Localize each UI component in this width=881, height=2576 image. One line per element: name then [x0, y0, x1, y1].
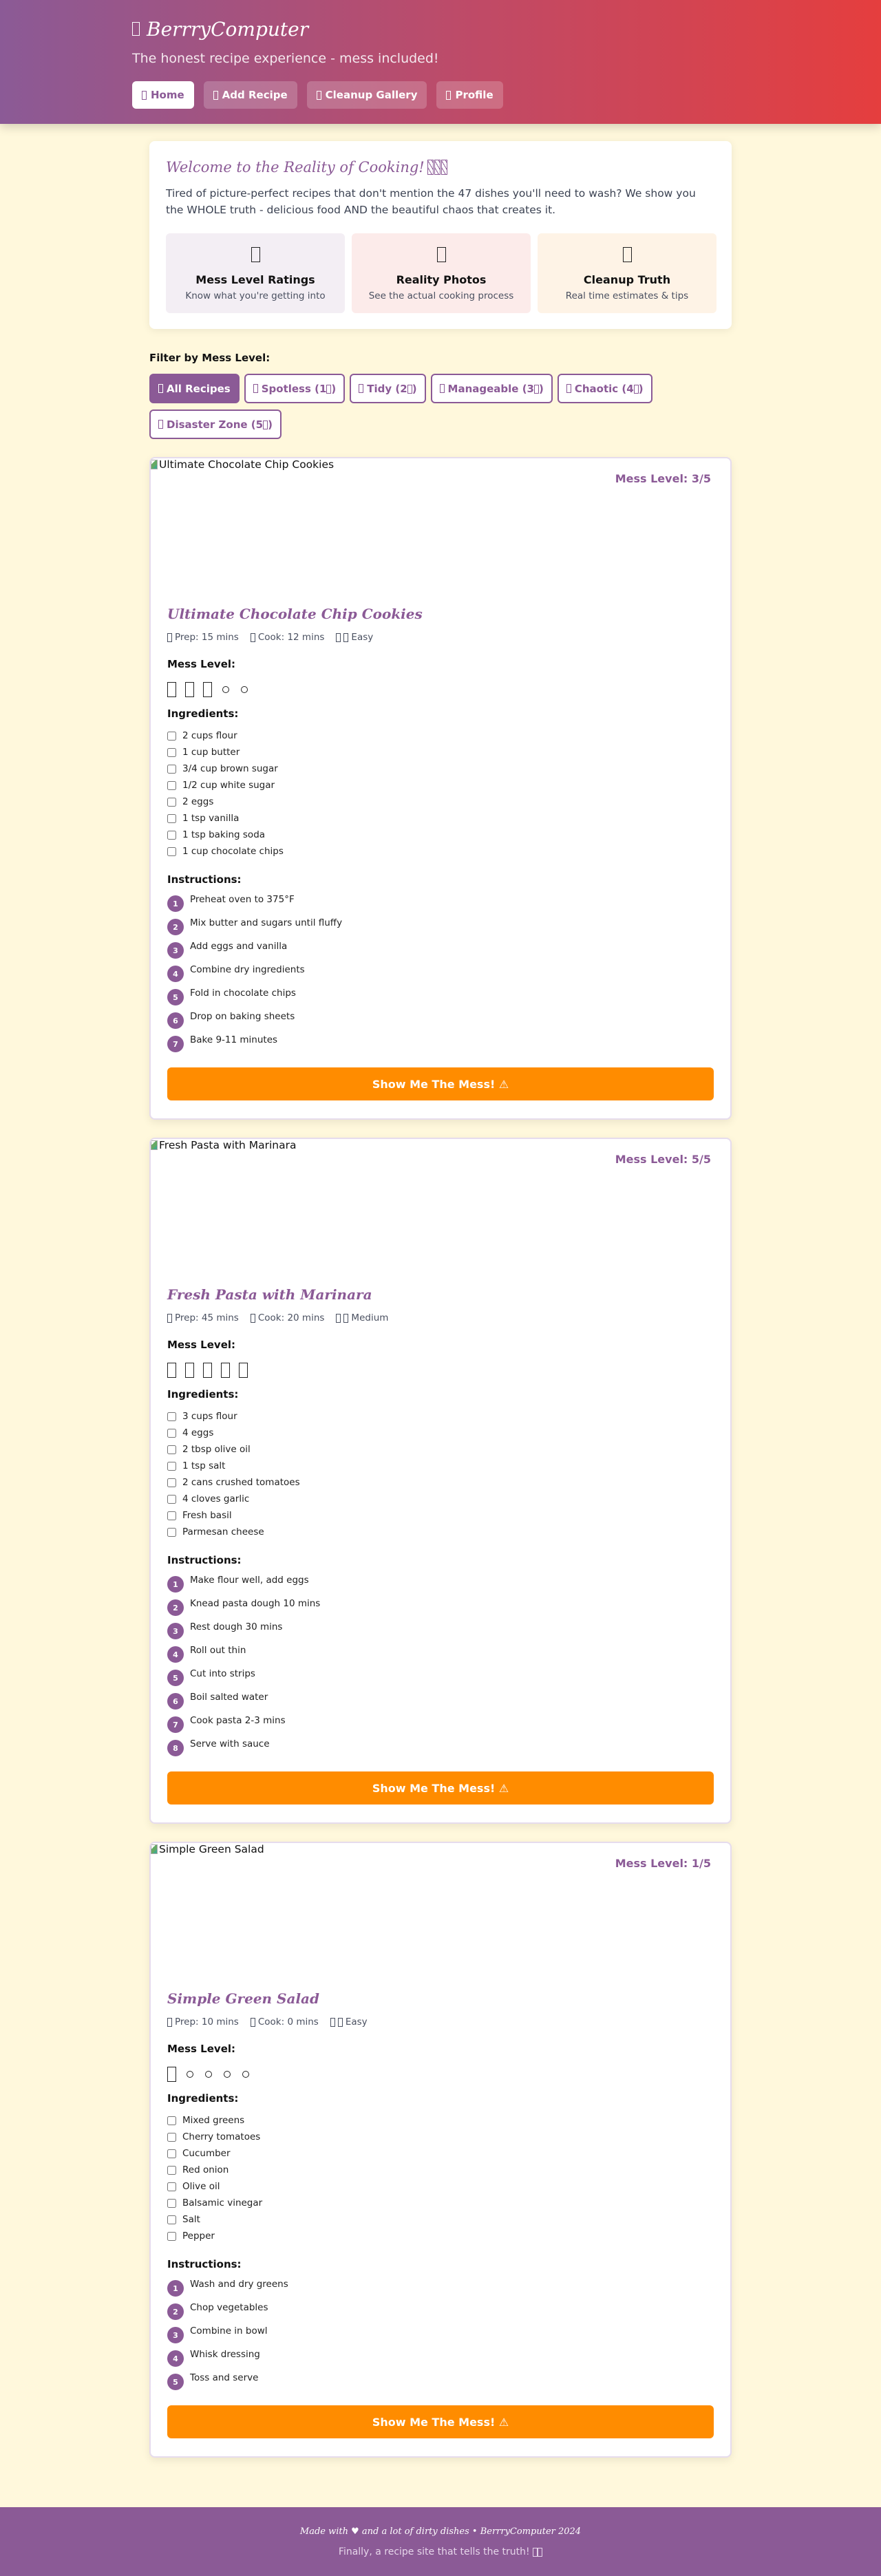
step-text: Combine in bowl [190, 2325, 268, 2337]
filter-buttons [149, 374, 732, 439]
clock-icon [167, 1314, 172, 1323]
ingredient-item[interactable] [167, 1524, 714, 1540]
recipe-card [149, 457, 732, 1120]
step-text: Bake 9-11 minutes [190, 1034, 278, 1045]
recipe-image [151, 1843, 730, 1988]
mess-filled-icon [167, 1363, 176, 1378]
difficulty-text: Easy [345, 2016, 368, 2027]
step-text: Add eggs and vanilla [190, 941, 288, 952]
nav-label: Profile [455, 89, 493, 101]
mess-level-meter [167, 681, 714, 698]
site-header [0, 0, 881, 124]
mess-empty-icon [224, 2071, 231, 2078]
instruction-step [167, 1690, 714, 1714]
recipe-meta [167, 632, 714, 643]
show-mess-button[interactable]: Show Me The Mess! ⚠ [167, 2405, 714, 2438]
ingredient-item[interactable] [167, 2195, 714, 2211]
instruction-step [167, 2371, 714, 2394]
instruction-step [167, 1737, 714, 1760]
filter-spotless-button[interactable] [244, 374, 346, 403]
chef-mess-emoji-icon [427, 160, 447, 175]
instruction-step [167, 1033, 714, 1056]
ingredient-text: Pepper [182, 2231, 215, 2242]
feature-desc: Real time estimates & tips [565, 290, 689, 301]
prep-time-text: Prep: 10 mins [175, 2016, 239, 2027]
main-nav [132, 81, 881, 109]
instruction-step [167, 939, 714, 963]
mess-filled-icon [167, 682, 176, 697]
prep-time-text: Prep: 15 mins [175, 632, 239, 643]
instruction-step [167, 2324, 714, 2348]
ingredient-checkbox[interactable] [167, 2133, 176, 2142]
step-text: Cut into strips [190, 1668, 255, 1679]
ingredient-text: Fresh basil [182, 1510, 232, 1521]
instructions-heading: Instructions: [167, 1554, 242, 1566]
feature-mess-ratings [166, 233, 345, 313]
ingredient-item[interactable] [167, 760, 714, 777]
step-number: 4 [167, 1646, 184, 1663]
ingredient-checkbox[interactable] [167, 1462, 176, 1471]
main-content [149, 124, 732, 2458]
tornado-icon [566, 384, 571, 393]
clock-icon [167, 633, 172, 642]
filter-label-text: All Recipes [167, 382, 231, 395]
recipe-image-alt [151, 458, 334, 471]
feature-cleanup-truth [538, 233, 717, 313]
chart-icon [251, 247, 260, 262]
ingredients-heading: Ingredients: [167, 1388, 239, 1401]
ingredient-checkbox[interactable] [167, 814, 176, 823]
chef-icon [533, 2548, 538, 2557]
user-icon [446, 91, 451, 100]
instruction-step [167, 963, 714, 986]
site-footer [0, 2507, 881, 2576]
ingredient-text: Cherry tomatoes [182, 2131, 261, 2142]
recipe-image [151, 458, 730, 603]
step-number: 4 [167, 966, 184, 982]
instruction-step [167, 1667, 714, 1690]
nav-cleanup-gallery-button[interactable] [307, 81, 427, 109]
nav-add-recipe-button[interactable] [204, 81, 297, 109]
step-text: Chop vegetables [190, 2302, 268, 2313]
cook-time-text: Cook: 20 mins [257, 1312, 325, 1323]
instructions-heading: Instructions: [167, 2258, 242, 2270]
ingredient-checkbox[interactable] [167, 2182, 176, 2191]
welcome-card [149, 141, 732, 329]
step-text: Boil salted water [190, 1692, 268, 1703]
instruction-list [167, 893, 714, 1056]
cook-time [251, 632, 325, 643]
image-alt-text: Ultimate Chocolate Chip Cookies [159, 458, 335, 471]
ingredient-item[interactable] [167, 2129, 714, 2145]
plate-icon [158, 384, 163, 393]
show-mess-button[interactable]: Show Me The Mess! ⚠ [167, 1771, 714, 1805]
ingredients-heading: Ingredients: [167, 2092, 239, 2105]
ingredient-text: 4 cloves garlic [182, 1493, 250, 1504]
ingredient-checkbox[interactable] [167, 1478, 176, 1487]
mess-empty-icon [205, 2071, 212, 2078]
fire-icon [251, 1314, 255, 1323]
ingredient-item[interactable] [167, 1458, 714, 1474]
site-brand[interactable] [132, 15, 881, 43]
ingredient-text: 2 cups flour [182, 730, 237, 741]
fire-icon [251, 2018, 255, 2027]
mess-filled-icon [167, 2067, 176, 2082]
recipe-card [149, 1138, 732, 1824]
ingredient-text: 2 eggs [182, 796, 214, 807]
filter-all-button[interactable] [149, 374, 240, 403]
ingredient-checkbox[interactable] [167, 1412, 176, 1421]
chef-icon [343, 633, 348, 642]
filter-suffix: ) [539, 382, 544, 395]
mess-level-meter [167, 1362, 714, 1379]
ingredient-checkbox[interactable] [167, 781, 176, 790]
instructions-heading: Instructions: [167, 873, 242, 886]
recipe-title[interactable]: Ultimate Chocolate Chip Cookies [167, 606, 423, 622]
ingredient-checkbox[interactable] [167, 732, 176, 741]
filter-label-text: Disaster Zone (5 [167, 418, 264, 431]
prep-time [167, 632, 239, 643]
step-text: Roll out thin [190, 1645, 246, 1656]
ingredient-text: 3/4 cup brown sugar [182, 763, 278, 774]
step-text: Whisk dressing [190, 2349, 260, 2360]
mess-level-badge: Mess Level: 3/5 [615, 472, 711, 485]
difficulty-text: Easy [351, 632, 374, 643]
broken-image-icon [151, 1844, 158, 1854]
sparkle-icon [253, 384, 258, 393]
mess-level-heading: Mess Level: [167, 658, 236, 670]
cook-time [251, 2016, 319, 2027]
recipe-image-alt [151, 1843, 264, 1855]
ingredient-item[interactable] [167, 2162, 714, 2178]
site-tagline: The honest recipe experience - mess included! [132, 51, 439, 66]
filter-manageable-button[interactable] [431, 374, 553, 403]
ingredient-checkbox[interactable] [167, 1495, 176, 1504]
instruction-step [167, 916, 714, 939]
check-icon [359, 384, 363, 393]
step-number: 3 [167, 2327, 184, 2343]
ingredient-text: Parmesan cheese [182, 1526, 264, 1537]
feature-title: Reality Photos [396, 273, 487, 286]
filter-label-text: Spotless (1 [261, 382, 327, 395]
chef-icon [343, 1314, 348, 1323]
ingredient-checkbox[interactable] [167, 2199, 176, 2208]
ingredient-checkbox[interactable] [167, 748, 176, 757]
image-alt-text: Simple Green Salad [159, 1843, 264, 1855]
ingredient-checkbox[interactable] [167, 1429, 176, 1438]
prep-time [167, 1312, 239, 1323]
filter-label: Filter by Mess Level: [149, 352, 270, 364]
instruction-list [167, 2277, 714, 2394]
difficulty [330, 2016, 368, 2027]
recipe-card [149, 1842, 732, 2458]
ingredient-text: Balsamic vinegar [182, 2197, 263, 2208]
filter-suffix: ) [268, 418, 273, 431]
ingredient-list [167, 2112, 714, 2244]
filter-label-text: Tidy (2 [367, 382, 407, 395]
recipe-title[interactable]: Fresh Pasta with Marinara [167, 1286, 372, 1303]
chef-icon [338, 2018, 343, 2027]
step-number: 8 [167, 1740, 184, 1756]
filter-chaotic-button[interactable] [558, 374, 652, 403]
filter-tidy-button[interactable] [350, 374, 425, 403]
ingredient-item[interactable] [167, 1474, 714, 1491]
step-text: Rest dough 30 mins [190, 1621, 283, 1632]
instruction-step [167, 2301, 714, 2324]
step-number: 7 [167, 1716, 184, 1733]
ingredient-checkbox[interactable] [167, 847, 176, 856]
ingredient-item[interactable] [167, 2145, 714, 2162]
mess-empty-icon [187, 2071, 193, 2078]
ingredient-checkbox[interactable] [167, 1511, 176, 1520]
instruction-step [167, 1010, 714, 1033]
ingredient-text: Salt [182, 2214, 200, 2225]
mess-empty-icon [242, 2071, 249, 2078]
ingredient-checkbox[interactable] [167, 2149, 176, 2158]
recipe-meta [167, 2016, 714, 2027]
mess-icon [407, 385, 412, 394]
ingredients-heading: Ingredients: [167, 707, 239, 720]
ingredient-item[interactable] [167, 1408, 714, 1425]
step-number: 2 [167, 919, 184, 935]
filter-suffix: ) [412, 382, 417, 395]
mess-icon [534, 385, 539, 394]
filter-label-text: Manageable (3 [447, 382, 534, 395]
step-number: 2 [167, 2303, 184, 2320]
instruction-step [167, 1643, 714, 1667]
mess-level-meter [167, 2066, 714, 2083]
sparkle-icon [538, 2548, 542, 2557]
prep-time [167, 2016, 239, 2027]
ingredient-item[interactable] [167, 2112, 714, 2129]
ingredient-item[interactable] [167, 1425, 714, 1441]
step-number: 2 [167, 1599, 184, 1616]
ingredient-item[interactable] [167, 727, 714, 744]
step-number: 5 [167, 2374, 184, 2390]
instruction-step [167, 1620, 714, 1643]
step-text: Fold in chocolate chips [190, 988, 296, 999]
filter-disaster-zone-button[interactable] [149, 409, 282, 439]
camera-icon [437, 247, 446, 262]
step-text: Cook pasta 2-3 mins [190, 1715, 286, 1726]
footer-credit: Made with ♥ and a lot of dirty dishes • BerrryComputer 2024 [299, 2526, 582, 2537]
mess-level-heading: Mess Level: [167, 2043, 236, 2055]
nav-label: Home [151, 89, 184, 101]
cook-time-text: Cook: 0 mins [257, 2016, 319, 2027]
ingredient-item[interactable] [167, 2228, 714, 2244]
step-number: 4 [167, 2350, 184, 2367]
ingredient-list [167, 1408, 714, 1540]
step-number: 3 [167, 1623, 184, 1639]
step-text: Knead pasta dough 10 mins [190, 1598, 321, 1609]
ingredient-checkbox[interactable] [167, 2166, 176, 2175]
filter-suffix: ) [331, 382, 337, 395]
ingredient-text: 1 tsp baking soda [182, 829, 266, 840]
ingredient-item[interactable] [167, 827, 714, 843]
ingredient-checkbox[interactable] [167, 2215, 176, 2224]
ingredient-item[interactable] [167, 794, 714, 810]
broken-image-icon [151, 1140, 158, 1150]
instruction-step [167, 2277, 714, 2301]
feature-desc: See the actual cooking process [368, 290, 514, 301]
ingredient-checkbox[interactable] [167, 2232, 176, 2241]
nav-home-button[interactable] [132, 81, 194, 109]
mess-icon [634, 385, 639, 394]
instruction-step [167, 1597, 714, 1620]
ingredient-item[interactable] [167, 777, 714, 794]
ingredient-checkbox[interactable] [167, 1445, 176, 1454]
mess-empty-icon [241, 686, 248, 693]
recipe-title[interactable]: Simple Green Salad [167, 1990, 319, 2007]
step-text: Mix butter and sugars until fluffy [190, 917, 343, 928]
ingredient-item[interactable] [167, 1441, 714, 1458]
ingredient-text: Cucumber [182, 2148, 231, 2159]
ingredient-checkbox[interactable] [167, 2116, 176, 2125]
mess-filled-icon [203, 1363, 212, 1378]
ingredient-text: 2 cans crushed tomatoes [182, 1477, 300, 1488]
footer-tagline [0, 2546, 881, 2557]
step-text: Serve with sauce [190, 1738, 270, 1749]
ingredient-item[interactable] [167, 843, 714, 860]
ingredient-item[interactable] [167, 1491, 714, 1507]
chef-icon [336, 633, 341, 642]
ingredient-checkbox[interactable] [167, 831, 176, 840]
prep-time-text: Prep: 45 mins [175, 1312, 239, 1323]
ingredient-text: 4 eggs [182, 1427, 214, 1438]
instruction-step [167, 893, 714, 916]
mess-level-badge: Mess Level: 5/5 [615, 1153, 711, 1166]
nav-label: Add Recipe [222, 89, 288, 101]
difficulty [336, 632, 373, 643]
nav-profile-button[interactable] [436, 81, 502, 109]
feature-title: Mess Level Ratings [195, 273, 315, 286]
filter-label-text: Chaotic (4 [574, 382, 634, 395]
step-number: 5 [167, 989, 184, 1005]
chef-icon [330, 2018, 335, 2027]
clock-icon [167, 2018, 172, 2027]
ingredient-item[interactable] [167, 810, 714, 827]
ingredient-item[interactable] [167, 2211, 714, 2228]
recipe-image-alt [151, 1139, 296, 1151]
welcome-title-text: Welcome to the Reality of Cooking! [166, 159, 425, 175]
step-text: Preheat oven to 375°F [190, 894, 295, 905]
ingredient-text: 3 cups flour [182, 1411, 237, 1422]
step-text: Drop on baking sheets [190, 1011, 295, 1022]
welcome-title [166, 159, 717, 175]
plus-icon [213, 91, 218, 100]
fire-icon [251, 633, 255, 642]
ingredient-item[interactable] [167, 2178, 714, 2195]
home-icon [142, 91, 147, 100]
chef-icon [336, 1314, 341, 1323]
feature-title: Cleanup Truth [583, 273, 671, 286]
step-number: 1 [167, 1576, 184, 1593]
ingredient-checkbox[interactable] [167, 765, 176, 774]
image-alt-text: Fresh Pasta with Marinara [159, 1139, 297, 1151]
mess-level-badge: Mess Level: 1/5 [615, 1857, 711, 1870]
step-number: 1 [167, 895, 184, 912]
camera-icon [317, 91, 321, 100]
recipe-meta [167, 1312, 714, 1323]
instruction-step [167, 1714, 714, 1737]
cook-time-text: Cook: 12 mins [257, 632, 325, 643]
ingredient-text: Red onion [182, 2164, 229, 2175]
step-text: Toss and serve [190, 2372, 259, 2383]
ingredient-item[interactable] [167, 744, 714, 760]
show-mess-button[interactable]: Show Me The Mess! ⚠ [167, 1067, 714, 1100]
welcome-text: Tired of picture-perfect recipes that don't mention the 47 dishes you'll need to wash? We show you the WHOLE truth - delicious food AND the beautiful chaos that creates it. [166, 187, 696, 216]
step-text: Wash and dry greens [190, 2279, 288, 2290]
footer-tagline-text: Finally, a recipe site that tells the truth! [338, 2546, 530, 2557]
step-number: 7 [167, 1036, 184, 1052]
ingredient-text: 2 tbsp olive oil [182, 1444, 251, 1455]
feature-reality-photos [352, 233, 531, 313]
instruction-step [167, 1573, 714, 1597]
difficulty [336, 1312, 388, 1323]
strawberry-icon [132, 22, 140, 36]
broom-icon [623, 247, 632, 262]
mess-filled-icon [239, 1363, 248, 1378]
instruction-step [167, 2348, 714, 2371]
ingredient-list [167, 727, 714, 860]
instruction-list [167, 1573, 714, 1760]
ingredient-text: 1 cup butter [182, 747, 240, 758]
ingredient-text: Mixed greens [182, 2115, 245, 2126]
recipe-image [151, 1139, 730, 1284]
step-number: 3 [167, 942, 184, 959]
ingredient-text: 1/2 cup white sugar [182, 780, 275, 791]
mess-filled-icon [185, 682, 194, 697]
feature-desc: Know what you're getting into [185, 290, 326, 301]
mess-filled-icon [221, 1363, 230, 1378]
step-text: Combine dry ingredients [190, 964, 305, 975]
broken-image-icon [151, 460, 158, 469]
instruction-step [167, 986, 714, 1010]
nav-label: Cleanup Gallery [325, 89, 418, 101]
thumbs-up-icon [440, 384, 445, 393]
ingredient-checkbox[interactable] [167, 1528, 176, 1537]
ingredient-text: 1 tsp vanilla [182, 813, 240, 824]
difficulty-text: Medium [351, 1312, 389, 1323]
cook-time [251, 1312, 325, 1323]
brand-name: BerrryComputer [147, 17, 309, 41]
explosion-icon [158, 420, 163, 429]
mess-filled-icon [203, 682, 212, 697]
ingredient-text: Olive oil [182, 2181, 220, 2192]
filter-suffix: ) [638, 382, 644, 395]
mess-level-heading: Mess Level: [167, 1339, 236, 1351]
ingredient-text: 1 tsp salt [182, 1460, 226, 1471]
ingredient-item[interactable] [167, 1507, 714, 1524]
feature-list [166, 233, 717, 313]
step-number: 6 [167, 1012, 184, 1029]
ingredient-checkbox[interactable] [167, 798, 176, 807]
mess-empty-icon [222, 686, 229, 693]
step-number: 5 [167, 1670, 184, 1686]
ingredient-text: 1 cup chocolate chips [182, 846, 284, 857]
step-text: Make flour well, add eggs [190, 1575, 309, 1586]
step-number: 6 [167, 1693, 184, 1710]
step-number: 1 [167, 2280, 184, 2297]
mess-filled-icon [185, 1363, 194, 1378]
